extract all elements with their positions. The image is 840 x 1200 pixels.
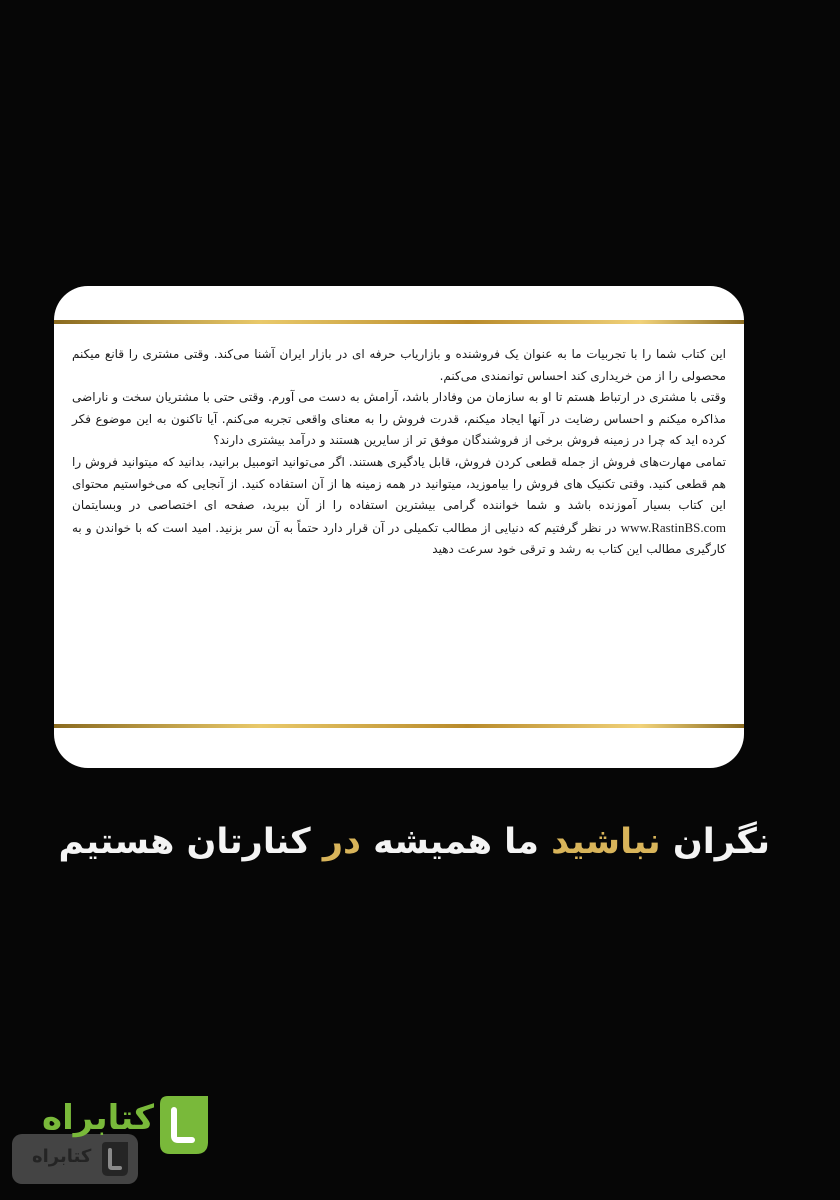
paragraph-3-end: در نظر گرفتیم که دنیایی از مطالب تکمیلی در آن قرار دارد حتماً به آن سر بزنید. امید است که با خواندن و به کارگیری مطالب این کتاب به رشد و ترقی خود سرعت دهید xyxy=(72,520,726,557)
slogan-part-2: نباشید xyxy=(551,822,661,862)
paragraph-3-start: تمامی مهارت‌های فروش از جمله قطعی کردن فروش، قابل یادگیری هستند. اگر می‌توانید اتومبیل برانید، بدانید که میتوانید فروش را هم قطعی کنید. وقتی تکنیک های فروش را بیاموزید، میتوانید در همه زمینه ها از آن استفاده کنید. از آنجایی که می‌خواستیم محتوای این کتاب بسیار آموزنده باشد و شما خواننده گرامی بیشترین استفاده را از آن ببرید، صفحه ای اختصاصی در وبسایتمان xyxy=(72,454,726,513)
bottom-gold-divider xyxy=(54,724,744,728)
description-text xyxy=(72,344,726,561)
paragraph-2: وقتی با مشتری در ارتباط هستم تا او به سازمان من وفادار باشد، آرامش به دست می آورم. وقتی حتی با مشتریان سخت و ناراضی مذاکره میکنم و احساس رضایت در آنها ایجاد میکنم، قدرت فروش را به معنای واقعی تجربه می‌کنم. آیا تاکنون به این موضوع فکر کرده اید که چرا در زمینه فروش برخی از فروشندگان موفق تر از سایرین هستند و درآمد بیشتری دارند؟ xyxy=(72,390,726,448)
book-icon xyxy=(98,1140,132,1178)
website-url: www.RastinBS.com xyxy=(620,519,726,535)
logo-watermark-text: کتابراه xyxy=(32,1146,92,1167)
book-icon xyxy=(154,1094,212,1156)
slogan-part-1: نگران xyxy=(672,822,770,862)
slogan-part-3: ما همیشه xyxy=(373,822,539,862)
logo-text: کتابراه xyxy=(42,1098,155,1138)
text-card xyxy=(54,286,744,768)
ketabrah-logo xyxy=(8,1092,220,1192)
paragraph-1: این کتاب شما را با تجربیات ما به عنوان یک فروشنده و بازاریاب حرفه ای در بازار ایران آشنا می‌کند. وقتی مشتری را قانع میکنم محصولی را از من خریداری کند احساس توانمندی می‌کنم. xyxy=(72,347,726,383)
paragraph-3 xyxy=(72,452,726,561)
logo-watermark xyxy=(12,1134,138,1184)
top-gold-divider xyxy=(54,320,744,324)
slogan-part-4: در xyxy=(322,822,361,862)
slogan-part-5: کنارتان هستیم xyxy=(58,822,311,862)
slogan xyxy=(58,822,770,862)
